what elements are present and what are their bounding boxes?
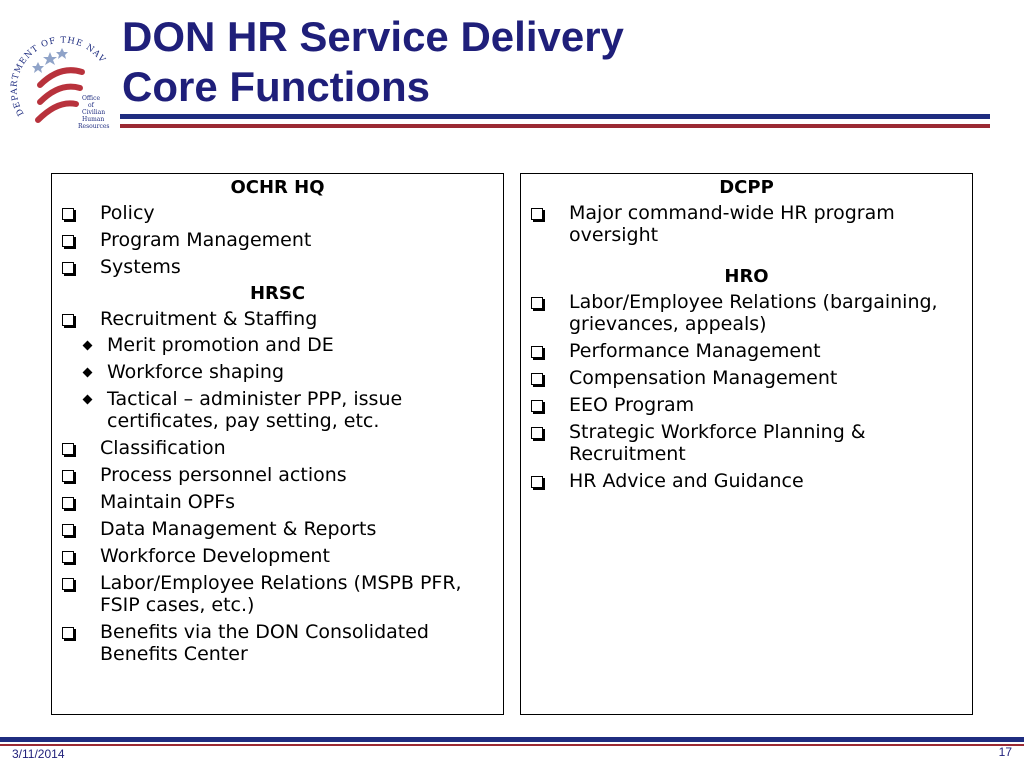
department-logo (10, 30, 118, 138)
list-item: Process personnel actions (62, 464, 493, 486)
footer-date: 3/11/2014 (12, 747, 65, 761)
ochr-panel (51, 173, 504, 715)
recruitment-sublist (62, 334, 493, 432)
list-item: Major command-wide HR program oversight (531, 202, 962, 246)
ochr-hq-heading: OCHR HQ (230, 177, 325, 198)
list-item: HR Advice and Guidance (531, 470, 962, 492)
list-item: Benefits via the DON Consolidated Benefits Center (62, 621, 493, 665)
checkbox-bullet-icon (531, 346, 543, 358)
checkbox-bullet-icon (62, 235, 74, 247)
checkbox-bullet-icon (62, 443, 74, 455)
hro-heading: HRO (724, 266, 769, 287)
list-item: Compensation Management (531, 367, 962, 389)
title-line-2: Core Functions (122, 63, 431, 110)
dcpp-list (531, 202, 962, 246)
checkbox-bullet-icon (531, 476, 543, 488)
list-item: Workforce Development (62, 545, 493, 567)
list-item: Classification (62, 437, 493, 459)
list-item: Performance Management (531, 340, 962, 362)
dcpp-panel (520, 173, 973, 715)
ochr-hq-list (62, 202, 493, 278)
footer-divider-red (0, 744, 1024, 746)
sub-list-item: Merit promotion and DE (62, 334, 493, 356)
checkbox-bullet-icon (62, 314, 74, 326)
checkbox-bullet-icon (62, 551, 74, 563)
svg-text:DEPARTMENT OF THE NAVY: DEPARTMENT OF THE NAV (10, 35, 108, 118)
navy-seal-icon (10, 30, 118, 138)
svg-text:Office: Office (82, 95, 101, 102)
title-divider-blue (120, 114, 990, 119)
list-item: Data Management & Reports (62, 518, 493, 540)
footer-divider-blue (0, 737, 1024, 742)
checkbox-bullet-icon (531, 208, 543, 220)
diamond-bullet-icon (83, 341, 93, 351)
list-item: EEO Program (531, 394, 962, 416)
hrsc-list (62, 308, 493, 665)
svg-text:Human: Human (82, 116, 105, 123)
checkbox-bullet-icon (62, 524, 74, 536)
svg-text:of: of (88, 102, 94, 109)
list-item: Strategic Workforce Planning & Recruitment (531, 421, 962, 465)
checkbox-bullet-icon (531, 373, 543, 385)
checkbox-bullet-icon (62, 470, 74, 482)
svg-text:Civilian: Civilian (82, 109, 106, 116)
hro-list (531, 291, 962, 492)
page-number: 17 (998, 745, 1012, 759)
list-item: Policy (62, 202, 493, 224)
list-item: Labor/Employee Relations (MSPB PFR, FSIP cases, etc.) (62, 572, 493, 616)
diamond-bullet-icon (83, 395, 93, 405)
dcpp-heading: DCPP (719, 177, 774, 198)
sub-list-item: Tactical – administer PPP, issue certificates, pay setting, etc. (62, 388, 493, 432)
list-item: Program Management (62, 229, 493, 251)
list-item: Maintain OPFs (62, 491, 493, 513)
svg-text:Resources: Resources (78, 123, 110, 130)
checkbox-bullet-icon (531, 297, 543, 309)
hrsc-heading: HRSC (249, 283, 306, 304)
checkbox-bullet-icon (62, 497, 74, 509)
sub-list-item: Workforce shaping (62, 361, 493, 383)
checkbox-bullet-icon (62, 578, 74, 590)
checkbox-bullet-icon (531, 400, 543, 412)
slide-title (122, 12, 624, 112)
checkbox-bullet-icon (531, 427, 543, 439)
list-item: Systems (62, 256, 493, 278)
title-line-1: DON HR Service Delivery (122, 13, 624, 60)
checkbox-bullet-icon (62, 627, 74, 639)
checkbox-bullet-icon (62, 262, 74, 274)
diamond-bullet-icon (83, 368, 93, 378)
checkbox-bullet-icon (62, 208, 74, 220)
list-item: Recruitment & Staffing Merit promotion and DE Workforce shaping Tactical – administer PPP, issue certificates, pay setting, etc. (62, 308, 493, 432)
list-item: Labor/Employee Relations (bargaining, grievances, appeals) (531, 291, 962, 335)
title-divider-red (120, 124, 990, 128)
